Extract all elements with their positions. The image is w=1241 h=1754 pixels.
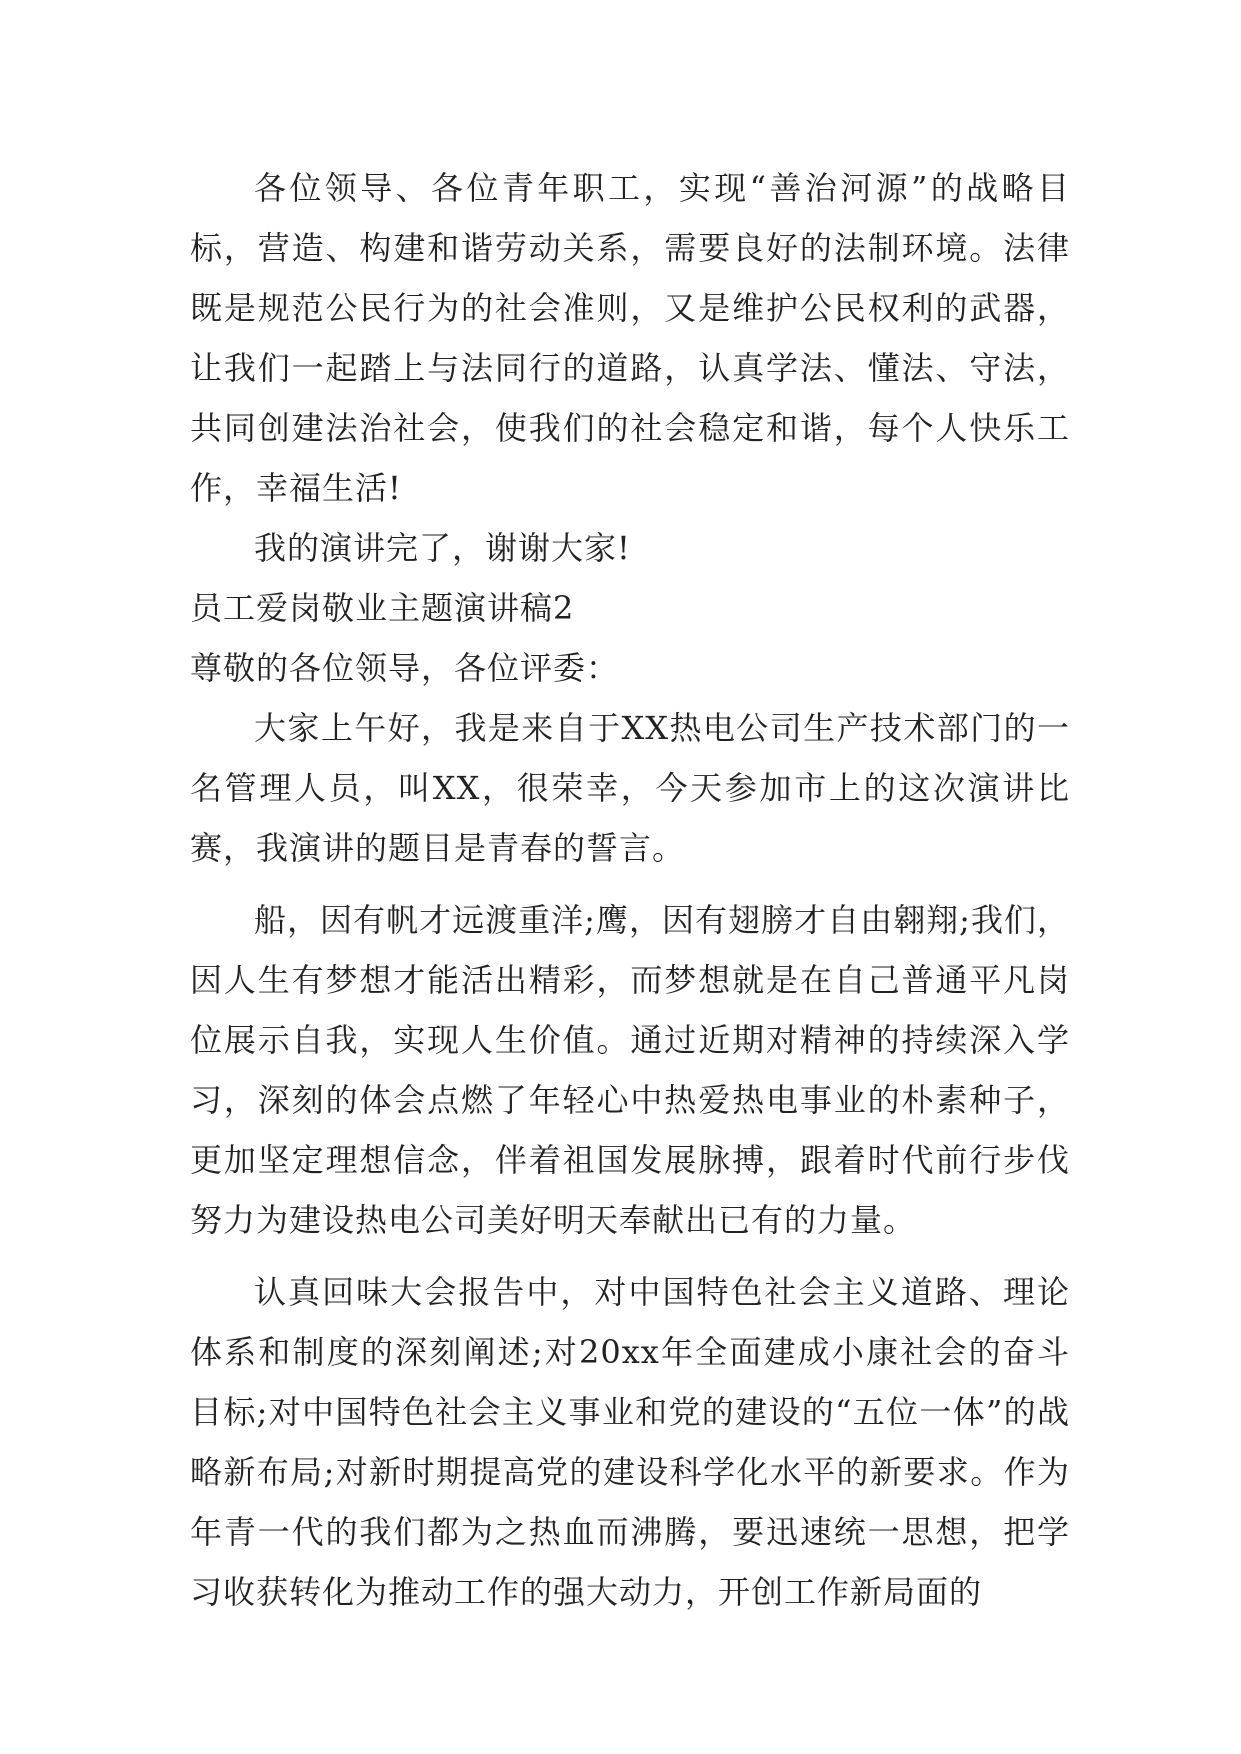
document-body xyxy=(190,158,1070,1622)
section-title: 员工爱岗敬业主题演讲稿2 xyxy=(190,589,575,627)
paragraph-report-reflection: 认真回味大会报告中，对中国特色社会主义道路、理论体系和制度的深刻阐述;对20xx年全面建成小康社会的奋斗目标;对中国特色社会主义事业和党的建设的“五位一体”的战略新布局;对新时期提高党的建设科学化水平的新要求。作为年青一代的我们都为之热血而沸腾，要迅速统一思想，把学习收获转化为推动工作的强大动力，开创工作新局面的 xyxy=(190,1273,1070,1611)
paragraph-introduction: 大家上午好，我是来自于XX热电公司生产技术部门的一名管理人员，叫XX，很荣幸，今天参加市上的这次演讲比赛，我演讲的题目是青春的誓言。 xyxy=(190,709,1070,867)
salutation: 尊敬的各位领导，各位评委： xyxy=(190,649,620,687)
paragraph-dream: 船，因有帆才远渡重洋;鹰，因有翅膀才自由翱翔;我们，因人生有梦想才能活出精彩，而梦想就是在自己普通平凡岗位展示自我，实现人生价值。通过近期对精神的持续深入学习，深刻的体会点燃了年轻心中热爱热电事业的朴素种子，更加坚定理想信念，伴着祖国发展脉搏，跟着时代前行步伐努力为建设热电公司美好明天奉献出已有的力量。 xyxy=(190,901,1070,1239)
paragraph-leadership-address: 各位领导、各位青年职工，实现“善治河源”的战略目标，营造、构建和谐劳动关系，需要良好的法制环境。法律既是规范公民行为的社会准则，又是维护公民权利的武器，让我们一起踏上与法同行的道路，认真学法、懂法、守法，共同创建法治社会，使我们的社会稳定和谐，每个人快乐工作，幸福生活! xyxy=(190,169,1070,507)
paragraph-closing-thanks: 我的演讲完了，谢谢大家! xyxy=(254,529,631,567)
